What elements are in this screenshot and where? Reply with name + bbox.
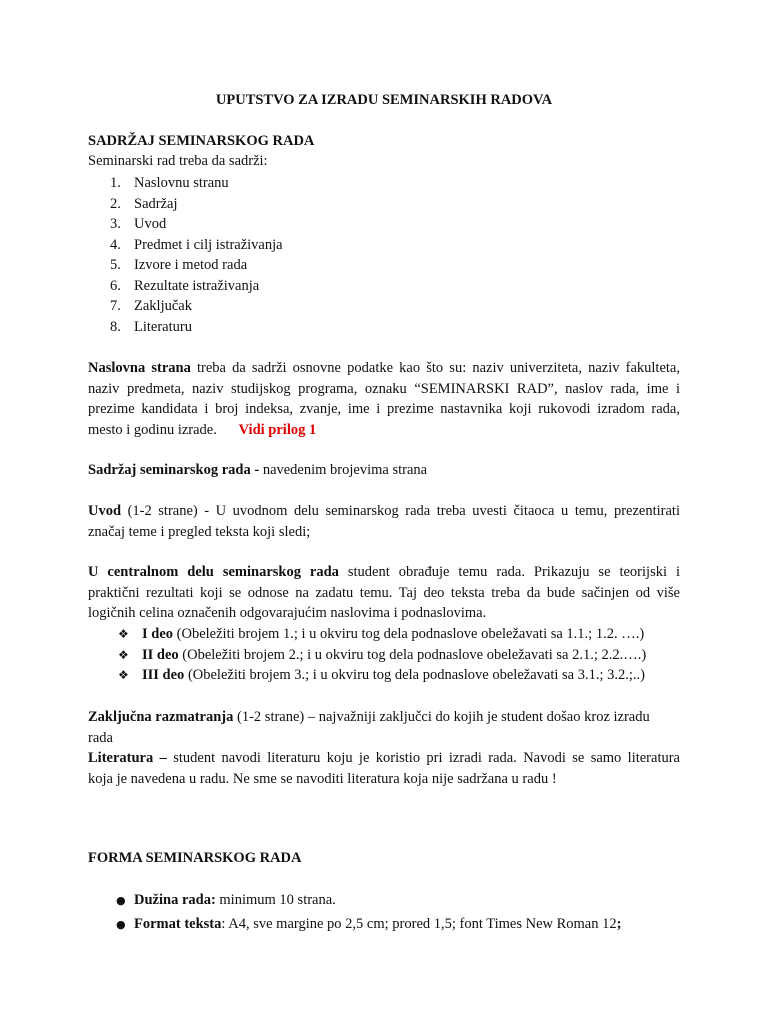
list-item: 1. Naslovnu stranu bbox=[110, 175, 229, 191]
naslovna-paragraph: Naslovna strana treba da sadrži osnovne podatke kao što su: naziv univerziteta, naziv fakulteta, naziv predmeta, naziv studijskog programa, oznaku “SEMINARSKI RAD”, naslov rada, ime i prezime kandidata i broj indeksa, zvanje, ime i prezime nastavnika koji rukovodi izradom rada, mesto i godinu izrade. Vidi prilog 1 bbox=[88, 360, 680, 438]
list-item: ● Dužina rada: minimum 10 strana. bbox=[116, 888, 621, 912]
document-title: UPUTSTVO ZA IZRADU SEMINARSKIH RADOVA bbox=[215, 92, 553, 108]
list-item: ❖ III deo (Obeležiti brojem 3.; i u okviru tog dela podnaslove obeležavati sa 3.1.; 3.2.;..) bbox=[118, 665, 646, 686]
bullet-icon: ● bbox=[116, 918, 126, 931]
content-heading: SADRŽAJ SEMINARSKOG RADA bbox=[88, 133, 315, 149]
uvod-paragraph: Uvod (1-2 strane) - U uvodnom delu seminarskog rada treba uvesti čitaoca u temu, prezentirati značaj teme i pregled teksta koji sledi; bbox=[88, 503, 680, 540]
list-item: 2. Sadržaj bbox=[110, 195, 178, 212]
list-item: 6. Rezultate istraživanja bbox=[110, 277, 260, 294]
sadrzaj-paragraph: Sadržaj seminarskog rada - navedenim brojevima strana bbox=[88, 462, 428, 478]
list-item: 4. Predmet i cilj istraživanja bbox=[110, 236, 283, 253]
list-item: ❖ II deo (Obeležiti brojem 2.; i u okviru tog dela podnaslove obeležavati sa 2.1.; 2.2.….) bbox=[118, 645, 646, 666]
list-item: 8. Literaturu bbox=[110, 318, 192, 335]
appendix-link[interactable]: Vidi prilog 1 bbox=[238, 421, 317, 438]
centralni-paragraph: U centralnom delu seminarskog rada student obrađuje temu rada. Prikazuju se teorijski i praktični rezultati koji se odnose na zadatu temu. Taj deo teksta treba da bude sačinjen od više logičnih celina označenih odgovarajućim naslovima i podnaslovima. bbox=[88, 564, 680, 621]
list-item: 5. Izvore i metod rada bbox=[110, 257, 248, 273]
forma-heading: FORMA SEMINARSKOG RADA bbox=[88, 850, 302, 866]
forma-list bbox=[116, 888, 621, 936]
parts-list bbox=[118, 624, 646, 686]
list-item: ● Format teksta: A4, sve margine po 2,5 cm; prored 1,5; font Times New Roman 12; bbox=[116, 912, 621, 936]
diamond-bullet-icon: ❖ bbox=[118, 647, 129, 662]
zakljucna-paragraph: Zaključna razmatranja (1-2 strane) – najvažniji zaključci do kojih je student došao kroz izradu rada bbox=[88, 709, 650, 746]
list-item: 3. Uvod bbox=[110, 216, 167, 232]
diamond-bullet-icon: ❖ bbox=[118, 627, 129, 641]
list-item: ❖ I deo (Obeležiti brojem 1.; i u okviru tog dela podnaslove obeležavati sa 1.1.; 1.2. ….) bbox=[118, 624, 646, 645]
literatura-paragraph: Literatura – student navodi literaturu koju je koristio pri izradi rada. Navodi se samo literatura koja je navedena u radu. Ne sme se navoditi literatura koja nije sadržana u radu ! bbox=[88, 750, 680, 787]
content-list bbox=[110, 173, 283, 337]
content-intro: Seminarski rad treba da sadrži: bbox=[88, 153, 268, 169]
bullet-icon: ● bbox=[116, 894, 126, 907]
list-item: 7. Zaključak bbox=[110, 298, 192, 314]
diamond-bullet-icon: ❖ bbox=[118, 668, 129, 682]
